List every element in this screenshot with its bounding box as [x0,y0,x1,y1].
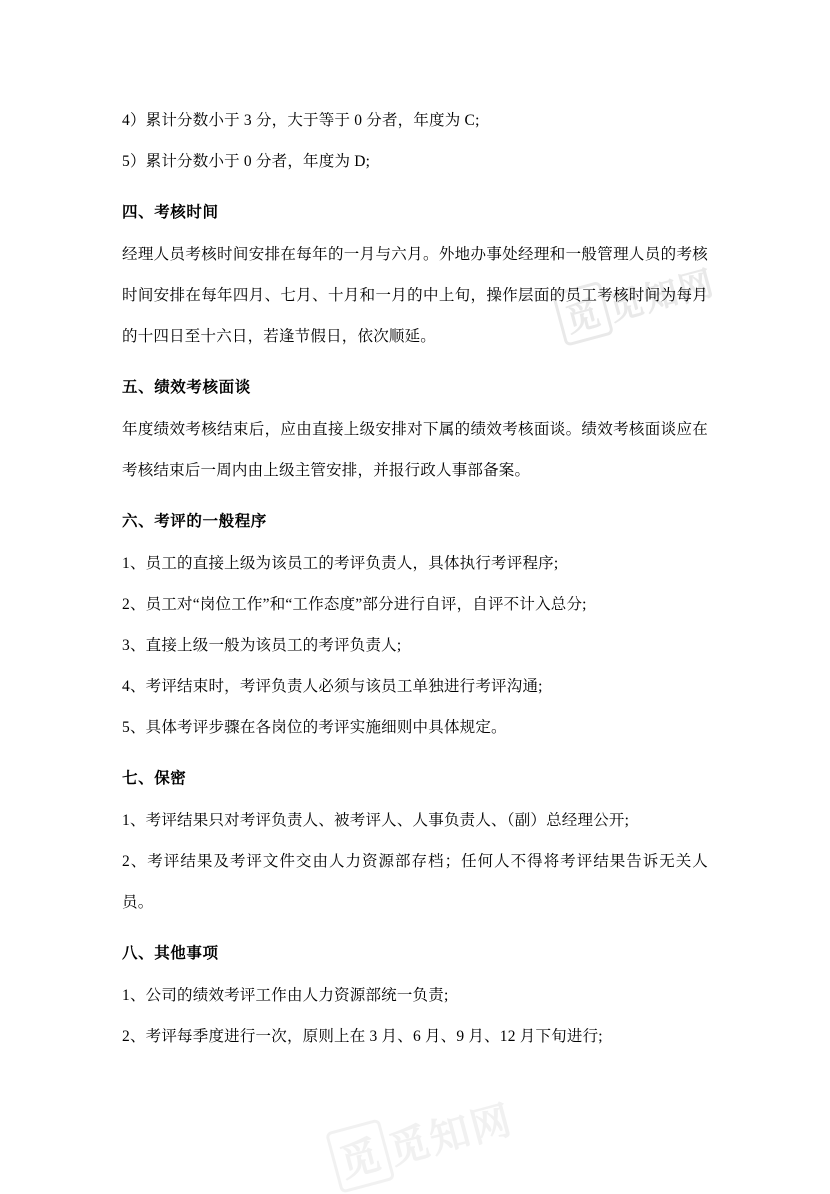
section-heading-6: 六、考评的一般程序 [122,513,267,530]
watermark-label-2: 觅知网 [384,1097,518,1173]
section-paragraph-5: 年度绩效考核结束后，应由直接上级安排对下属的绩效考核面谈。绩效考核面谈应在考核结束后一周内由上级主管安排，并报行政人事部备案。 [122,421,708,479]
spacer [122,182,708,186]
list-item: 5、具体考评步骤在各岗位的考评实施细则中具体规定。 [122,719,507,736]
section-heading-7: 七、保密 [122,770,187,787]
section-heading-8: 八、其他事项 [122,945,219,962]
spacer [122,491,708,495]
list-item: 2、考评每季度进行一次，原则上在 3 月、6 月、9 月、12 月下旬进行; [122,1028,603,1045]
list-item: 5）累计分数小于 0 分者，年度为 D; [122,153,371,170]
list-item: 1、员工的直接上级为该员工的考评负责人，具体执行考评程序; [122,555,559,572]
list-item: 4）累计分数小于 3 分，大于等于 0 分者，年度为 C; [122,112,480,129]
section-heading-5: 五、绩效考核面谈 [122,379,251,396]
list-item: 1、考评结果只对考评负责人、被考评人、人事负责人、（副）总经理公开; [122,812,630,829]
spacer [122,923,708,927]
section-heading-4: 四、考核时间 [122,204,219,221]
list-item: 4、考评结束时，考评负责人必须与该员工单独进行考评沟通; [122,678,543,695]
watermark-label: 觅知网 [604,263,720,329]
list-item: 2、考评结果及考评文件交由人力资源部存档；任何人不得将考评结果告诉无关人员。 [122,853,708,911]
list-item: 3、直接上级一般为该员工的考评负责人; [122,637,402,654]
watermark-badge: 觅 [552,281,615,347]
watermark-badge-2: 觅 [325,1118,395,1193]
document-content [122,100,708,1057]
list-item: 2、员工对“岗位工作”和“工作态度”部分进行自评，自评不计入总分; [122,596,587,613]
spacer [122,748,708,752]
section-paragraph-4: 经理人员考核时间安排在每年的一月与六月。外地办事处经理和一般管理人员的考核时间安排在每年四月、七月、十月和一月的中上旬，操作层面的员工考核时间为每月的十四日至十六日，若逢节假日，依次顺延。 [122,246,708,345]
list-item: 1、公司的绩效考评工作由人力资源部统一负责; [122,987,449,1004]
watermark-bottom [325,1085,519,1193]
spacer [122,357,708,361]
